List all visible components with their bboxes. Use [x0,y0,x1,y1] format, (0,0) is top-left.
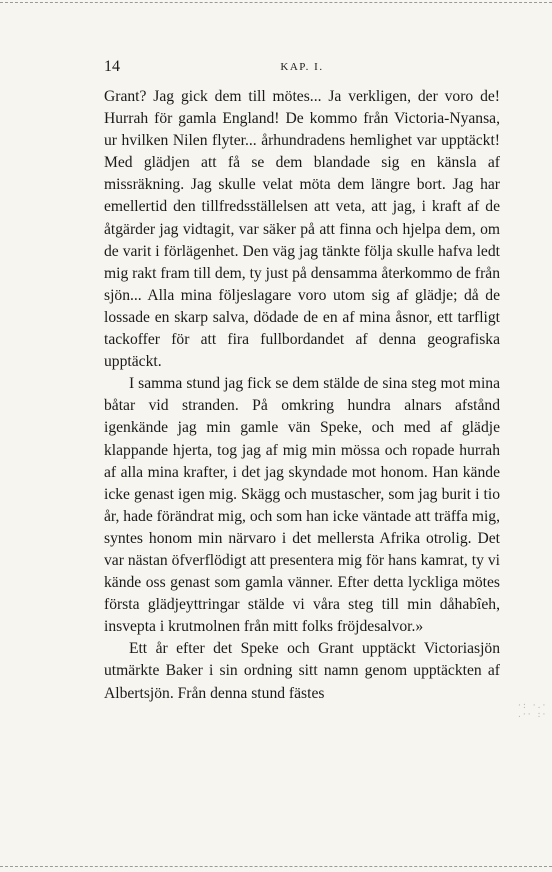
page-number: 14 [104,58,120,75]
margin-speck-decoration: ·: ·.· .·· :· [518,701,548,720]
top-edge-rule [0,2,552,3]
paragraph: I samma stund jag fick se dem stälde de sina steg mot mina båtar vid stranden. På omkring hundra alnars afstånd igenkände jag min gamle vän Speke, och med af glädje klappande hjerta, tog jag af mig min mössa och ropade hurrah af alla mina krafter, i det jag skyndade mot honom. Han kände icke genast igen mig. Skägg och mustascher, som jag burit i tio år, hade förändrat mig, och som han icke väntade att träffa mig, syntes honom min närvaro i det mellersta Afrika otrolig. Det var nästan öfverflödigt att presentera mig för hans kamrat, ty vi kände oss genast som gamla vänner. Efter detta lyckliga mötes första glädjeyttringar stälde vi våra steg till min dåhabîeh, insvepta i krutmolnen från mitt folks fröjdesalvor.» [104,375,500,636]
page-header [104,58,500,80]
paragraph: Ett år efter det Speke och Grant upptäckt Victoriasjön utmärkte Baker i sin ordning sitt namn genom upptäckten af Albertsjön. Från denna stund fästes [104,640,500,702]
paragraph-continued: Grant? Jag gick dem till mötes... Ja verkligen, der voro de! Hurrah för gamla England! De kommo från Victoria-Nyansa, ur hvilken Nilen flyter... århundradens hemlighet var upptäckt! Med glädjen att få se dem blandade sig en känsla af missräkning. Jag skulle velat möta dem längre bort. Jag har emellertid den tillfredsställelsen att veta, att jag, i kraft af de åtgärder jag vidtagit, var säker på att finna och hjelpa dem, om de varit i förlägenhet. Den väg jag tänkte följa skulle hafva ledt mig rakt fram till dem, ty just på densamma återkommo de från sjön... Alla mina följeslagare voro utom sig af glädje; då de lossade en skarp salva, dödade de en af mina åsnor, ett tarfligt tackoffer för att fira fullbordandet af denna geografiska upptäckt. [104,88,500,371]
running-head: KAP. I. [280,61,324,73]
body-text [104,86,500,705]
bottom-edge-rule [0,866,552,867]
